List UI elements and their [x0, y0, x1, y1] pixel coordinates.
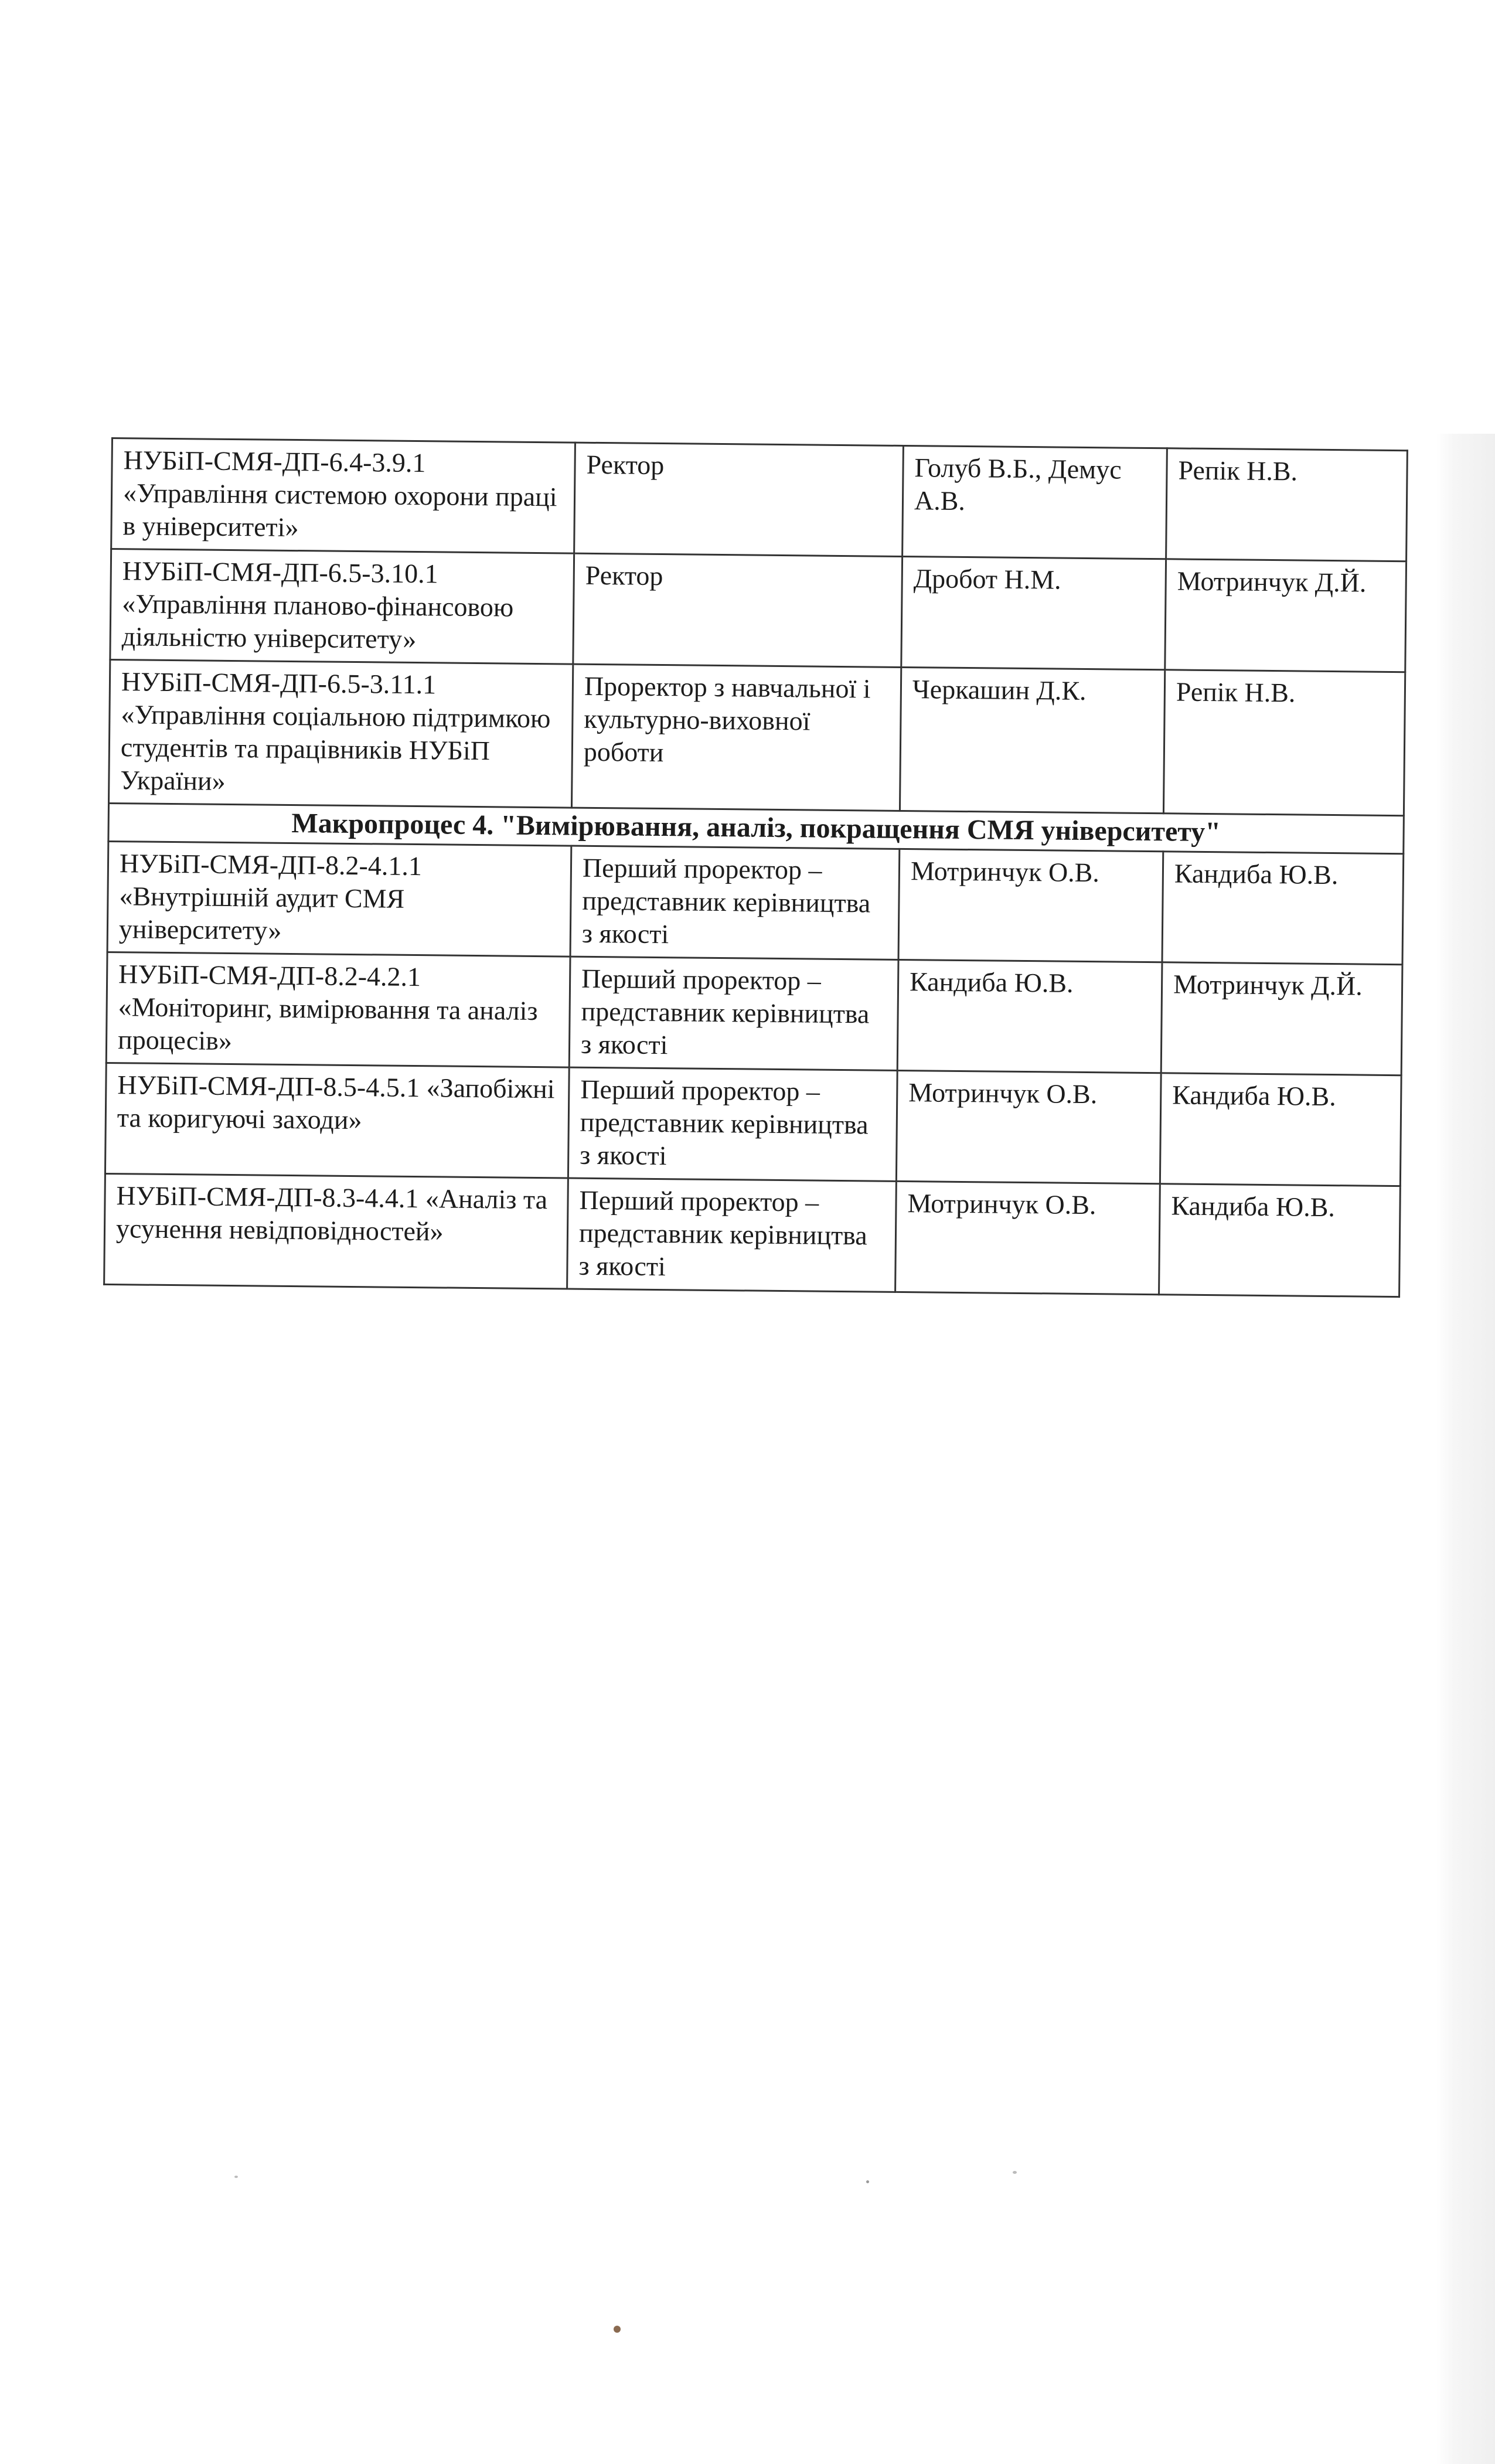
table-row [109, 659, 1405, 815]
table-row [106, 952, 1402, 1075]
deputy-cell: Мотринчук Д.Й. [1165, 559, 1407, 672]
table-row [107, 841, 1404, 964]
owner-cell: Кандиба Ю.В. [897, 959, 1162, 1073]
deputy-cell: Репік Н.В. [1166, 448, 1408, 561]
owner-cell: Мотринчук О.В. [895, 1181, 1160, 1294]
deputy-cell: Репік Н.В. [1163, 670, 1405, 816]
responsible-cell: Ректор [574, 443, 904, 556]
responsible-cell: Перший проректор – представник керівництва з якості [567, 1178, 897, 1292]
process-owners-table [103, 437, 1408, 1298]
responsible-cell: Ректор [573, 553, 903, 667]
scan-speck [614, 2326, 621, 2333]
process-cell: НУБіП-СМЯ-ДП-6.5-3.11.1 «Управління соціальною підтримкою студентів та працівників НУБіП України» [109, 659, 573, 808]
deputy-cell: Кандиба Ю.В. [1160, 1073, 1401, 1186]
deputy-cell: Кандиба Ю.В. [1159, 1184, 1401, 1297]
process-cell: НУБіП-СМЯ-ДП-8.2-4.2.1 «Моніторинг, вимірювання та аналіз процесів» [106, 952, 570, 1067]
responsible-cell: Перший проректор – представник керівництва з якості [569, 957, 898, 1070]
deputy-cell: Кандиба Ю.В. [1162, 852, 1404, 965]
scan-edge-shadow [1436, 434, 1495, 2464]
deputy-cell: Мотринчук Д.Й. [1161, 962, 1402, 1076]
owner-cell: Голуб В.Б., Демус А.В. [903, 445, 1167, 559]
owner-cell: Черкашин Д.К. [900, 667, 1164, 813]
owner-cell: Мотринчук О.В. [896, 1070, 1161, 1183]
responsible-cell: Проректор з навчальної і культурно-виховної роботи [571, 664, 901, 811]
process-cell: НУБіП-СМЯ-ДП-8.3-4.4.1 «Аналіз та усунення невідповідностей» [104, 1173, 568, 1289]
owner-cell: Дробот Н.М. [901, 556, 1166, 669]
process-cell: НУБіП-СМЯ-ДП-6.5-3.10.1 «Управління планово-фінансовою діяльністю університету» [110, 549, 574, 665]
document-page [103, 437, 1407, 1298]
scan-speck [866, 2180, 869, 2183]
scan-speck [1013, 2171, 1017, 2174]
table-row [104, 1173, 1401, 1296]
table-row [105, 1063, 1401, 1186]
macro-process-title: Макропроцес 4. "Вимірювання, аналіз, покращення СМЯ університету" [108, 803, 1404, 853]
owner-cell: Мотринчук О.В. [898, 849, 1163, 962]
table-row [110, 549, 1407, 672]
table-row [111, 438, 1408, 561]
scan-speck [234, 2176, 238, 2178]
responsible-cell: Перший проректор – представник керівництва з якості [570, 846, 900, 959]
responsible-cell: Перший проректор – представник керівництва з якості [568, 1067, 897, 1181]
process-cell: НУБіП-СМЯ-ДП-8.2-4.1.1 «Внутрішній аудит СМЯ університету» [107, 841, 571, 957]
process-cell: НУБіП-СМЯ-ДП-6.4-3.9.1 «Управління системою охорони праці в університеті» [111, 438, 575, 554]
process-cell: НУБіП-СМЯ-ДП-8.5-4.5.1 «Запобіжні та коригуючі заходи» [105, 1063, 569, 1178]
